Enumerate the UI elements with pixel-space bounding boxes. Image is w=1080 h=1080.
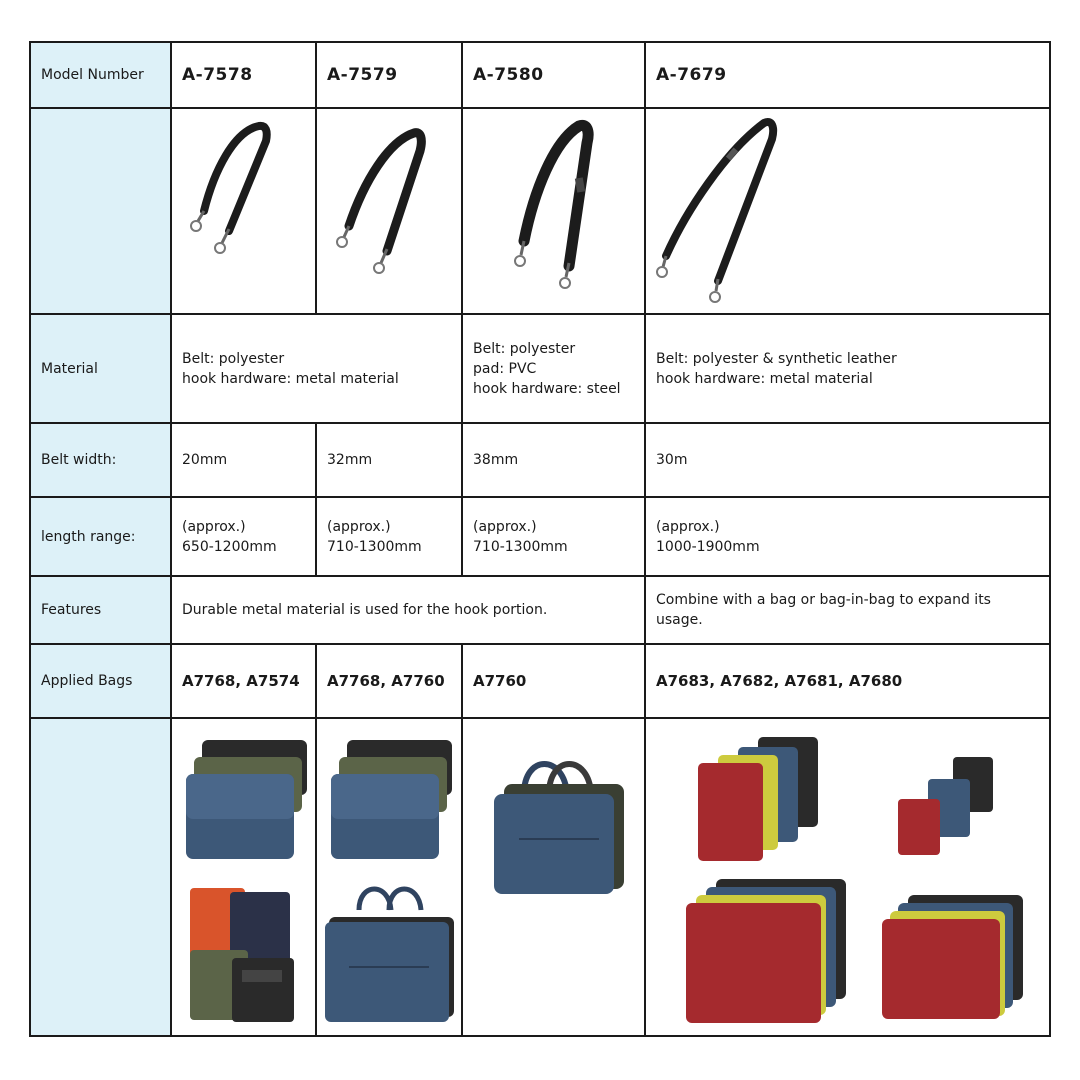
bag-images-a7578 — [172, 719, 317, 1035]
bag-images-a7580 — [463, 719, 646, 1035]
belt-width-a7580 — [463, 424, 646, 498]
length-approx: (approx.) — [656, 518, 720, 535]
model-label: A-7578 — [182, 65, 253, 85]
header-image-blank — [31, 109, 172, 315]
header-material — [31, 315, 172, 424]
bags-label: A7768, A7760 — [327, 672, 445, 690]
strap-a7580-icon — [469, 111, 639, 311]
model-a7578 — [172, 43, 317, 109]
bags-a7580 — [463, 645, 646, 719]
model-label: A-7580 — [473, 65, 544, 85]
spec-table — [29, 41, 1051, 1037]
length-a7580 — [463, 498, 646, 577]
header-label: Features — [41, 602, 102, 618]
header-label: Material — [41, 360, 98, 377]
length-approx: (approx.) — [182, 518, 246, 535]
belt-width-value: 30m — [656, 452, 688, 468]
bag-images-a7679 — [646, 719, 1049, 1035]
material-line: pad: PVC — [473, 360, 537, 377]
bag-a7578-icon — [174, 722, 314, 1032]
header-bag-image-blank — [31, 719, 172, 1035]
strap-a7679-icon — [656, 111, 796, 311]
length-value: 710-1300mm — [473, 538, 568, 555]
material-line: hook hardware: metal material — [656, 370, 873, 387]
length-value: 1000-1900mm — [656, 538, 760, 555]
material-line: Belt: polyester — [473, 340, 576, 357]
bags-a7579 — [317, 645, 463, 719]
belt-width-a7579 — [317, 424, 463, 498]
model-label: A-7579 — [327, 65, 398, 85]
material-line: Belt: polyester & synthetic leather — [656, 350, 897, 367]
bag-images-a7579 — [317, 719, 463, 1035]
belt-width-a7679 — [646, 424, 1049, 498]
bag-a7579-icon — [319, 722, 459, 1032]
features-text: Durable metal material is used for the hook portion. — [182, 602, 548, 618]
length-value: 710-1300mm — [327, 538, 422, 555]
model-label: A-7679 — [656, 65, 727, 85]
bag-a7580-icon — [479, 739, 629, 899]
length-a7578 — [172, 498, 317, 577]
header-label: Model Number — [41, 67, 144, 83]
header-applied-bags — [31, 645, 172, 719]
strap-image-a7578 — [172, 109, 317, 315]
header-model-number — [31, 43, 172, 109]
material-a7580 — [463, 315, 646, 424]
length-approx: (approx.) — [473, 518, 537, 535]
belt-width-a7578 — [172, 424, 317, 498]
material-line: Belt: polyester — [182, 350, 285, 367]
bags-label: A7683, A7682, A7681, A7680 — [656, 672, 903, 690]
features-a7679 — [646, 577, 1049, 645]
features-a7578-a7580 — [172, 577, 646, 645]
length-a7679 — [646, 498, 1049, 577]
bags-label: A7760 — [473, 672, 527, 690]
bags-a7578 — [172, 645, 317, 719]
material-line: hook hardware: metal material — [182, 370, 399, 387]
model-a7580 — [463, 43, 646, 109]
header-length-range — [31, 498, 172, 577]
length-a7579 — [317, 498, 463, 577]
model-a7579 — [317, 43, 463, 109]
strap-a7579-icon — [319, 111, 459, 311]
header-label: Applied Bags — [41, 673, 133, 689]
belt-width-value: 20mm — [182, 452, 228, 468]
strap-image-a7579 — [317, 109, 463, 315]
features-text: Combine with a bag or bag-in-bag to expand its usage. — [656, 592, 991, 628]
belt-width-value: 38mm — [473, 452, 519, 468]
length-value: 650-1200mm — [182, 538, 277, 555]
bags-label: A7768, A7574 — [182, 672, 300, 690]
header-label: length range: — [41, 528, 136, 545]
material-a7578-a7579 — [172, 315, 463, 424]
bags-a7679 — [646, 645, 1049, 719]
strap-a7578-icon — [174, 111, 314, 311]
material-line: hook hardware: steel — [473, 380, 621, 397]
header-label: Belt width: — [41, 452, 117, 468]
bag-a7679-icon — [658, 727, 1038, 1027]
strap-image-a7580 — [463, 109, 646, 315]
material-a7679 — [646, 315, 1049, 424]
belt-width-value: 32mm — [327, 452, 373, 468]
model-a7679 — [646, 43, 1049, 109]
length-approx: (approx.) — [327, 518, 391, 535]
header-belt-width — [31, 424, 172, 498]
header-features — [31, 577, 172, 645]
strap-image-a7679 — [646, 109, 1049, 315]
